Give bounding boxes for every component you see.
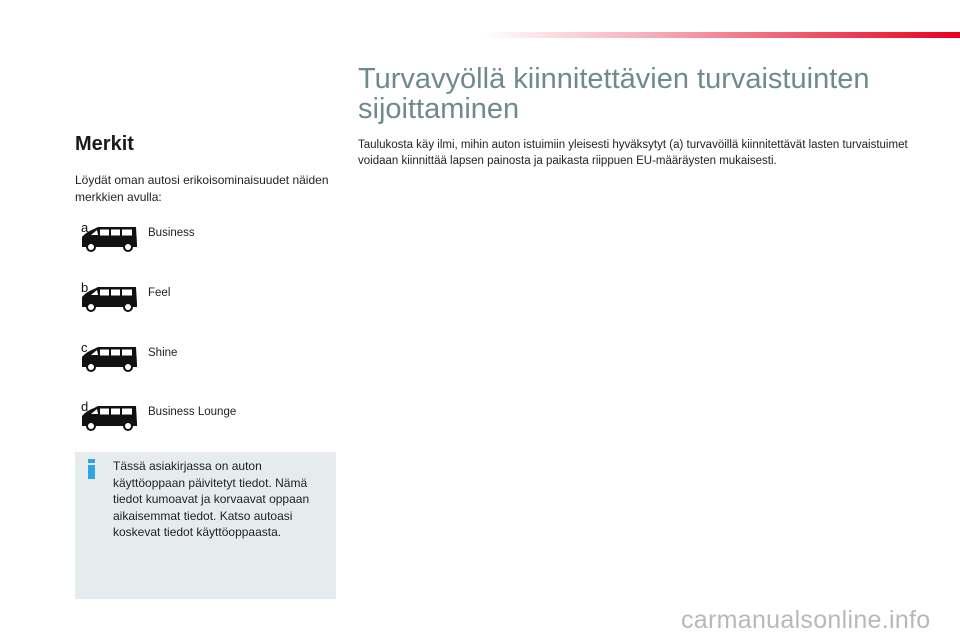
badge-row-a [80, 220, 320, 254]
info-text: Tässä asiakirjassa on auton käyttöoppaan päivitetyt tiedot. Nämä tiedot kumoavat ja korvaavat oppaan aikaisemmat tiedot. Katso autoasi koskevat tiedot käyttöoppaasta. [113, 459, 310, 539]
svg-text:c: c [81, 340, 88, 355]
svg-text:b: b [81, 280, 89, 295]
section-heading: Merkit [75, 133, 134, 155]
badge-label: Feel [148, 287, 171, 299]
header-accent-bar [482, 32, 960, 38]
van-icon [80, 399, 138, 433]
watermark: carmanualsonline.info [681, 606, 931, 634]
badge-row-c [80, 340, 320, 374]
van-icon [80, 280, 138, 314]
van-icon [80, 340, 138, 374]
badge-row-b [80, 280, 320, 314]
page-title: Turvavyöllä kiinnitettävien turvaistuinten sijoittaminen [358, 63, 870, 125]
badge-label: Business [148, 227, 195, 239]
intro-text: Löydät oman autosi erikoisominaisuudet näiden merkkien avulla: [75, 173, 329, 204]
info-box [75, 452, 336, 599]
badge-row-d [80, 399, 320, 433]
badge-label: Business Lounge [148, 406, 237, 418]
badge-label: Shine [148, 347, 178, 359]
info-icon [87, 459, 96, 479]
description-text: Taulukosta käy ilmi, mihin auton istuimiin yleisesti hyväksytyt (a) turvavöillä kiinnitettävät lasten turvaistuimet voidaan kiinnittää lapsen painosta ja paikasta riippuen EU-määräysten mukaisesti. [358, 139, 908, 167]
svg-text:d: d [81, 399, 89, 414]
svg-text:a: a [81, 220, 89, 235]
van-icon [80, 220, 138, 254]
